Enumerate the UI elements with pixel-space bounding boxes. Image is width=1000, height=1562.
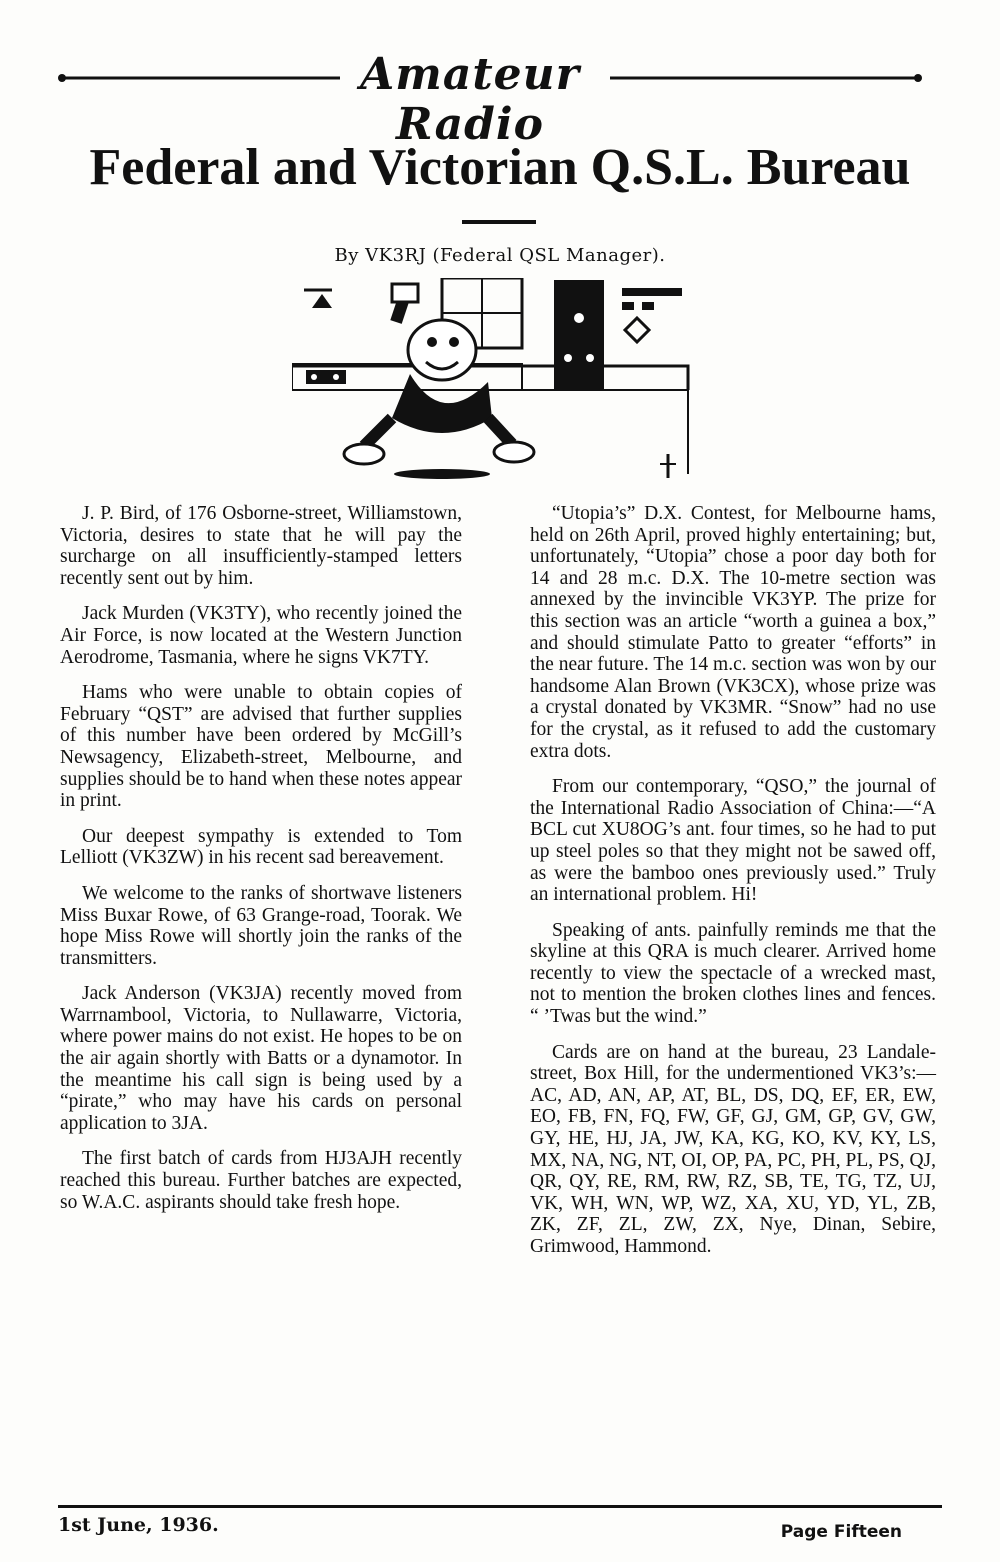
paragraph-qso: From our contemporary, “QSO,” the journal of the International Radio Association of China:—“A BCL cut XU8OG’s ant. four times, so he had to put up steel poles so that they might not be sawed off, as were the bamboo ones previously used.” Truly an international problem. Hi! (530, 776, 936, 906)
masthead (0, 0, 1000, 150)
article-byline: By VK3RJ (Federal QSL Manager). (334, 245, 666, 266)
masthead-title: Amateur Radio (360, 49, 580, 150)
paragraph-cards: Cards are on hand at the bureau, 23 Landale-street, Box Hill, for the undermentioned VK3’s:—AC, AD, AN, AP, AT, BL, DS, DQ, EF, ER, EW, EO, FB, FN, FQ, FW, GF, GJ, GM, GP, GV, GW, GY, HE, HJ, JA, JW, KA, KG, KO, KV, KY, LS, MX, NA, NG, NT, OI, OP, PA, PC, PH, PL, PS, QJ, QR, QY, RE, RM, RW, RZ, SB, TE, TG, TZ, UJ, VK, WH, WN, WP, WZ, XA, XU, YD, YL, ZB, ZK, ZF, ZL, ZW, ZX, Nye, Dinan, Sebire, Grimwood, Hammond. (530, 1041, 936, 1257)
radio-ham-cartoon (292, 278, 698, 480)
cartoon-illustration (292, 278, 698, 480)
issue-date: 1st June, 1936. (58, 1514, 219, 1536)
paragraph-ants: Speaking of ants. painfully reminds me that the skyline at this QRA is much clearer. Arrived home recently to view the spectacle of a wrecked mast, not to mention the broken clothes lines and fences. “ ’Twas but the wind.” (530, 919, 936, 1028)
article-headline: Federal and Victorian Q.S.L. Bureau (89, 139, 911, 196)
left-column (60, 503, 462, 1227)
paragraph-bird: J. P. Bird, of 176 Osborne-street, Williamstown, Victoria, desires to state that he will pay the surcharge on all insufficiently-stamped letters recently sent out by him. (60, 503, 462, 589)
page-number: Page Fifteen (780, 1522, 902, 1542)
paragraph-anderson: Jack Anderson (VK3JA) recently moved from Warrnambool, Victoria, to Nullawarre, Victoria, where power mains do not exist. He hopes to be on the air again shortly with Batts or a dynamotor. In the meantime his call sign is being used by a “pirate,” who may have his cards on personal application to 3JA. (60, 983, 462, 1134)
paragraph-welcome: We welcome to the ranks of shortwave listeners Miss Buxar Rowe, of 63 Grange-road, Toorak. We hope Miss Rowe will shortly join the ranks of the transmitters. (60, 882, 462, 969)
paragraph-utopia: “Utopia’s” D.X. Contest, for Melbourne hams, held on 26th April, proved highly entertaining; but, unfortunately, “Utopia” chose a poor day both for 14 and 28 m.c. D.X. The 10-metre section was annexed by the invincible VK3YP. The prize for this section was an article “worth a guinea a box,” and should stimulate Patto to greater “efforts” in the near future. The 14 m.c. section was won by our handsome Alan Brown (VK3CX), whose prize was a crystal donated by VK3MR. “Snow” had no use for the crystal, as it refused to add the customary extra dots. (530, 503, 936, 762)
paragraph-sympathy: Our deepest sympathy is extended to Tom Lelliott (VK3ZW) in his recent sad bereavement. (60, 825, 462, 869)
right-column (530, 503, 936, 1272)
headline-divider (462, 220, 536, 224)
paragraph-murden: Jack Murden (VK3TY), who recently joined the Air Force, is now located at the Western Junction Aerodrome, Tasmania, where he signs VK7TY. (60, 603, 462, 668)
paragraph-qst: Hams who were unable to obtain copies of February “QST” are advised that further supplies of this number have been ordered by McGill’s Newsagency, Elizabeth-street, Melbourne, and supplies should be to hand when these notes appear in print. (60, 682, 462, 812)
footer-rule (58, 1505, 942, 1508)
paragraph-hj3ajh: The first batch of cards from HJ3AJH recently reached this bureau. Further batches are expected, so W.A.C. aspirants should take fresh hope. (60, 1148, 462, 1213)
